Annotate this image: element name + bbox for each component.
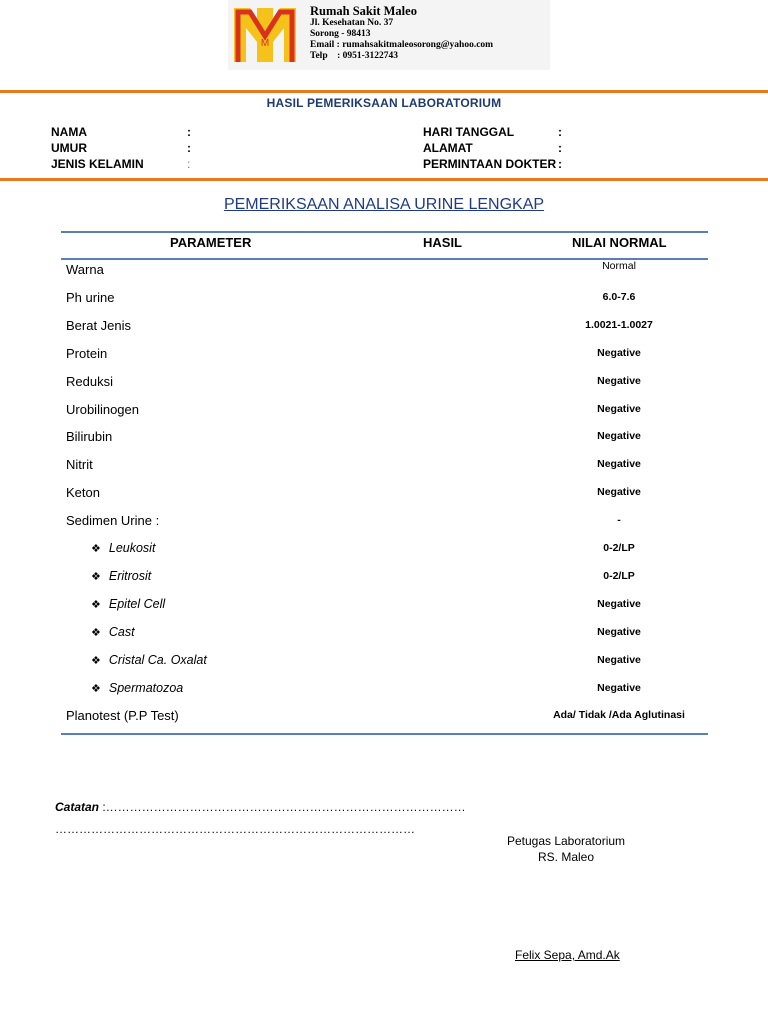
normal-value-cell: Negative bbox=[597, 653, 641, 666]
table-row bbox=[0, 595, 768, 623]
field-label: JENIS KELAMIN bbox=[51, 157, 144, 171]
parameter-cell bbox=[91, 625, 135, 639]
table-row bbox=[0, 511, 768, 539]
normal-value-cell: 1.0021-1.0027 bbox=[585, 318, 653, 331]
normal-value-cell: Negative bbox=[597, 402, 641, 415]
table-row bbox=[0, 316, 768, 344]
normal-value-cell: Negative bbox=[597, 430, 641, 443]
parameter-label: Nitrit bbox=[66, 457, 93, 473]
normal-value-cell: Ada/ Tidak /Ada Aglutinasi bbox=[553, 709, 685, 722]
table-top-rule bbox=[61, 231, 708, 233]
hospital-phone: Telp : 0951-3122743 bbox=[310, 51, 399, 61]
table-row bbox=[0, 372, 768, 400]
normal-value-cell: Negative bbox=[597, 458, 641, 471]
notes-line bbox=[55, 800, 466, 814]
parameter-cell bbox=[66, 429, 112, 444]
table-row bbox=[0, 706, 768, 734]
hospital-address: Jl. Kesehatan No. 37 bbox=[310, 18, 394, 28]
parameter-cell bbox=[66, 262, 104, 277]
notes-label: Catatan bbox=[55, 800, 100, 814]
parameter-label: Cristal Ca. Oxalat bbox=[108, 652, 207, 667]
table-row bbox=[0, 455, 768, 483]
normal-value-cell: 0-2/LP bbox=[603, 569, 635, 582]
patient-field-gender bbox=[51, 156, 191, 172]
table-row bbox=[0, 288, 768, 316]
bullet-icon: ❖ bbox=[91, 598, 101, 611]
parameter-label: Reduksi bbox=[66, 373, 113, 389]
table-row bbox=[0, 260, 768, 288]
patient-field-doctor bbox=[423, 156, 562, 172]
field-colon: : bbox=[558, 141, 562, 155]
parameter-label: Ph urine bbox=[66, 289, 115, 305]
notes-dots-2: ……………………………………………………………………………… bbox=[55, 822, 415, 836]
table-row bbox=[0, 679, 768, 707]
normal-value-cell: Negative bbox=[597, 346, 641, 359]
patient-divider bbox=[0, 178, 768, 181]
field-label: HARI TANGGAL bbox=[423, 125, 515, 139]
normal-value-cell: Negative bbox=[597, 625, 641, 638]
signature-institution: RS. Maleo bbox=[537, 850, 595, 864]
table-row bbox=[0, 539, 768, 567]
parameter-label: Keton bbox=[66, 485, 100, 501]
table-row bbox=[0, 483, 768, 511]
field-label: UMUR bbox=[51, 141, 87, 155]
hospital-info bbox=[310, 4, 493, 62]
table-row bbox=[0, 651, 768, 679]
parameter-cell bbox=[91, 541, 155, 555]
parameter-label: Warna bbox=[66, 262, 104, 277]
header-parameter: PARAMETER bbox=[170, 235, 252, 250]
parameter-cell bbox=[66, 457, 93, 472]
normal-value-cell: - bbox=[617, 514, 621, 527]
logo-letter: M bbox=[260, 38, 270, 49]
patient-field-date bbox=[423, 124, 562, 140]
parameter-cell bbox=[66, 513, 159, 528]
parameter-cell bbox=[66, 346, 107, 361]
patient-field-age bbox=[51, 140, 191, 156]
table-row bbox=[0, 427, 768, 455]
parameter-label: Eritrosit bbox=[108, 568, 152, 583]
parameter-cell bbox=[91, 569, 151, 583]
parameter-cell bbox=[91, 653, 207, 667]
parameter-label: Protein bbox=[66, 345, 108, 361]
patient-info-right bbox=[423, 124, 562, 172]
table-bottom-rule bbox=[61, 733, 708, 735]
header-normal: NILAI NORMAL bbox=[572, 235, 667, 250]
parameter-label: Spermatozoa bbox=[108, 680, 184, 695]
bullet-icon: ❖ bbox=[91, 543, 101, 555]
bullet-icon: ❖ bbox=[91, 654, 101, 667]
parameter-label: Bilirubin bbox=[66, 429, 113, 445]
table-row bbox=[0, 400, 768, 428]
field-label: ALAMAT bbox=[423, 141, 473, 155]
parameter-label: Berat Jenis bbox=[66, 317, 132, 333]
field-colon: : bbox=[558, 157, 562, 171]
normal-value-cell: Negative bbox=[597, 374, 641, 387]
normal-value-cell: 0-2/LP bbox=[603, 542, 635, 554]
notes-dots-1: :……………………………………………………………………………… bbox=[99, 800, 466, 814]
table-row bbox=[0, 567, 768, 595]
normal-value-cell: 6.0-7.6 bbox=[602, 290, 636, 303]
field-label: NAMA bbox=[51, 125, 87, 139]
normal-value-cell: Normal bbox=[602, 260, 636, 272]
bullet-icon: ❖ bbox=[91, 570, 101, 583]
table-row bbox=[0, 344, 768, 372]
parameter-cell bbox=[66, 402, 139, 417]
parameter-label: Planotest (P.P Test) bbox=[66, 708, 179, 724]
parameter-label: Epitel Cell bbox=[108, 596, 166, 611]
report-title: HASIL PEMERIKSAAN LABORATORIUM bbox=[266, 96, 502, 110]
hospital-email: Email : rumahsakitmaleosorong@yahoo.com bbox=[310, 40, 494, 50]
field-colon: : bbox=[187, 157, 191, 171]
patient-field-address bbox=[423, 140, 562, 156]
normal-value-cell: Negative bbox=[597, 486, 641, 499]
patient-info-left bbox=[51, 124, 191, 172]
parameter-cell bbox=[66, 374, 113, 389]
normal-value-cell: Negative bbox=[597, 597, 641, 610]
parameter-cell bbox=[66, 708, 179, 723]
parameter-label: Sedimen Urine : bbox=[66, 513, 160, 529]
header-hasil: HASIL bbox=[423, 235, 462, 250]
table-row bbox=[0, 623, 768, 651]
parameter-cell bbox=[66, 318, 131, 333]
hospital-name: Rumah Sakit Maleo bbox=[310, 4, 417, 18]
parameter-label: Cast bbox=[108, 624, 135, 639]
parameter-label: Leukosit bbox=[108, 541, 156, 555]
parameter-cell bbox=[91, 597, 165, 611]
bullet-icon: ❖ bbox=[91, 682, 101, 695]
parameter-cell bbox=[91, 681, 183, 695]
exam-title: PEMERIKSAAN ANALISA URINE LENGKAP bbox=[223, 196, 545, 213]
normal-value-cell: Negative bbox=[597, 681, 641, 694]
field-colon: : bbox=[558, 125, 562, 139]
bullet-icon: ❖ bbox=[91, 626, 101, 639]
field-colon: : bbox=[187, 125, 191, 139]
field-label: PERMINTAAN DOKTER bbox=[423, 157, 557, 171]
parameter-label: Urobilinogen bbox=[66, 401, 139, 417]
patient-field-name bbox=[51, 124, 191, 140]
hospital-logo bbox=[230, 0, 300, 66]
hospital-city: Sorong - 98413 bbox=[310, 29, 371, 39]
signature-block bbox=[466, 833, 666, 865]
signature-role: Petugas Laboratorium bbox=[506, 834, 626, 848]
officer-name: Felix Sepa, Amd.Ak bbox=[515, 948, 620, 962]
field-colon: : bbox=[187, 141, 191, 155]
header-divider bbox=[0, 90, 768, 93]
parameter-cell bbox=[66, 290, 114, 305]
parameter-cell bbox=[66, 485, 100, 500]
